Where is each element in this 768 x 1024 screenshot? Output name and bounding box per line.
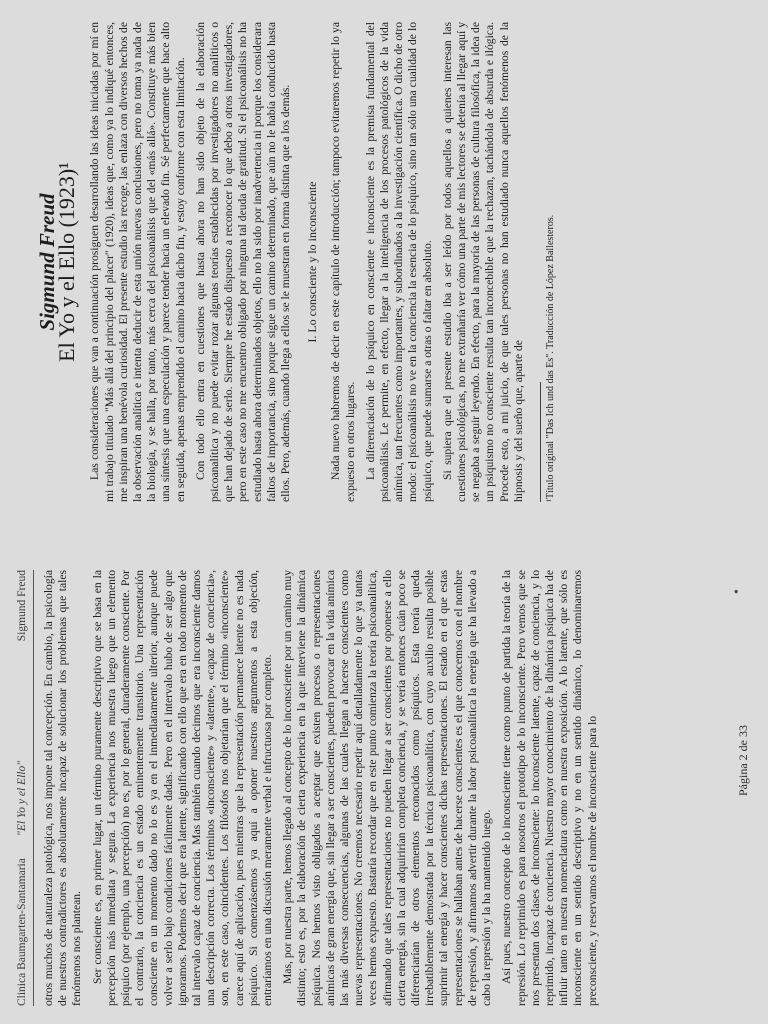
- section-heading: I. Lo consciente y lo inconsciente: [305, 181, 320, 343]
- page-number: Página 2 de 33: [736, 725, 750, 796]
- paragraph: otros muchos de naturaleza patológica, nos impone tal concepción. En cambio, la psicología de nuestros contradictores es absolutamente incapaz de solucionar los problemas que tales fenómenos nos plantean.: [42, 570, 84, 1006]
- paragraph: Con todo ello entra en cuestiones que hasta ahora no han sido objeto de la elaboración psicoanalítica y no puede evitar rozar algunas teorías establecidas por investigadores no analíticos o que han dejado de serlo. Siempre he estado dispuesto a reconocer lo que debo a otros investigadores, pero en este caso no me encuentro obligado por ninguna tal deuda de gratitud. Si el psicoanálisis no ha estudiado hasta ahora determinados objetos, ello no ha sido por inadvertencia ni porque los considerara faltos de importancia, sino porque sigue un camino determinado, que aún no le había conducido hasta ellos. Pero, además, cuando llega a ellos se le muestran en forma distinta que a los demás.: [193, 22, 293, 502]
- smudge-mark: •: [730, 589, 745, 594]
- right-page-text: [18, 22, 557, 502]
- right-page: [0, 0, 768, 510]
- running-header-author: Sigmund Freud: [16, 570, 28, 642]
- paragraph: Así pues, nuestro concepto de lo inconsciente tiene como punto de partida la teoría de la represión. Lo reprimido es para nosotros el prototipo de lo inconsciente. Pero vemos que se nos presentan dos clases de inconsciente: lo inconsciente latente, capaz de conciencia, y lo reprimido, incapaz de conciencia. Nuestro mayor conocimiento de la dinámica psíquica ha de influir tanto en nuestra nomenclatura como en nuestra exposición. A lo latente, que sólo es inconsciente en un sentido descriptivo y no en un sentido dinámico, lo denominaremos preconsciente, y reservamos el nombre de inconsciente para lo: [500, 570, 599, 1006]
- paragraph: Si supiera que el presente estudio iba a ser leído por todos aquellos a quienes interesan las cuestiones psicológicas, no me extrañaría ver cómo una parte de mis lectores se detenía al llegar aquí y se negaba a seguir leyendo. En efecto, para la mayoría de las personas de cultura filosófica, la idea de un psiquismo no consciente resulta tan inconcebible que la rechazan, tachándola de absurda e ilógica. Procede esto, a mi juicio, de que tales personas no han estudiado nunca aquellos fenómenos de la hipnosis y del sueño que, aparte de: [440, 22, 525, 502]
- paragraph: Mas, por nuestra parte, hemos llegado al concepto de lo inconsciente por un camino muy distinto; esto es, por la elaboración de cierta experiencia en la que interviene la dinámica psíquica. Nos hemos visto obligados a aceptar que existen procesos o representaciones anímicas de gran energía que, sin llegar a ser conscientes, pueden provocar en la vida anímica las más diversas consecuencias, algunas de las cuales llegan a hacerse conscientes como nuevas representaciones. No creemos necesario repetir aquí detalladamente lo que ya tantas veces hemos expuesto. Bastaría recordar que en este punto comienza la teoría psicoanalítica, afirmando que tales representaciones no pueden llegar a ser conscientes por oponerse a ello cierta energía, sin la cual adquirirían completa conciencia, y se vería entonces cuán poco se diferenciarían de otros elementos reconocidos como psíquicos. Esta teoría queda irrebatiblemente demostrada por la técnica psicoanalítica, con cuyo auxilio resulta posible suprimir tal energía y hacer conscientes dichas representaciones. El estado en el que estas representaciones se hallaban antes de hacerse conscientes es el que conocemos con el nombre de represión, y afirmamos advertir durante la labor psicoanalítica la energía que ha llevado a cabo la represión y la ha mantenido luego.: [281, 570, 494, 1006]
- header-rule: [33, 570, 34, 1006]
- left-page-text: [42, 570, 600, 1006]
- footnote-rule: [540, 382, 541, 502]
- paragraph: Nada nuevo habremos de decir en este capítulo de introducción; tampoco evitaremos repetir lo ya expuesto en otros lugares.: [329, 22, 357, 502]
- running-header-clinic: Clinica Baumgarten-Santamaria: [16, 858, 28, 1006]
- work-title: El Yo y el Ello (1923)¹: [54, 162, 80, 362]
- paragraph: Las consideraciones que van a continuación prosiguen desarrollando las ideas iniciadas por mí en mi trabajo titulado "Más allá del principio del placer" (1920), ideas que, como ya lo indiqué entonces, me inspiran una benévola curiosidad. El presente estudio las recoge, las enlaza con diversos hechos de la observación analítica e intenta deducir de esta unión nuevas conclusiones, pero no toma ya nada de la biología, y se halla, por tanto, más cerca del psicoanálisis que del «más allá». Constituye más bien una síntesis que una especulación y parece tender hacia un elevado fin. Sé perfectamente que hace alto en seguida, apenas emprendido el camino hacia dicho fin, y estoy conforme con esta limitación.: [88, 22, 187, 502]
- paragraph: La diferenciación de lo psíquico en consciente e inconsciente es la premisa fundamental del psicoanálisis. Le permite, en efecto, llegar a la inteligencia de los procesos patológicos de la vida anímica, tan frecuentes como importantes, y subordinados a la investigación científica. O dicho de otro modo: el psicoanálisis no ve en la conciencia la esencia de lo psíquico, sino tan sólo una cualidad de lo psíquico, que puede sumarse a otras o faltar en absoluto.: [363, 22, 434, 502]
- left-page: [0, 554, 768, 1024]
- footnote: ¹Título original "Das Ich und das Es". Traducción de López Ballesteros.: [545, 214, 557, 502]
- paragraph: Ser consciente es, en primer lugar, un término puramente descriptivo que se basa en la percepción más inmediata y segura. La experiencia nos muestra luego que un elemento psíquico (por ejemplo, una percepción) no es, por lo general, duraderamente consciente. Por el contrario, la conciencia es un estado eminentemente transitorio. Una representación consciente en un momento dado no lo es ya en el inmediatamente ulterior, aunque puede volver a serlo bajo condiciones fácilmente dadas. Pero en el intervalo hubo de ser algo que ignoramos. Podemos decir que era latente, significando con ello que era en todo momento de tal intervalo capaz de conciencia. Mas también cuando decimos que era inconsciente damos una descripción correcta. Los términos «inconsciente» y «latente», «capaz de conciencia», son, en este caso, coincidentes. Los filósofos nos objetarían que el término «inconsciente» carece aquí de aplicación, pues mientras que la representación permanece latente no es nada psíquico. Si comenzásemos ya aquí a oponer nuestros argumentos a esta objeción, entraríamos en una discusión meramente verbal e infructuosa por completo.: [90, 570, 275, 1006]
- running-header-title: "El Yo y el Ello": [16, 760, 28, 836]
- author-heading: Sigmund Freud: [35, 193, 59, 331]
